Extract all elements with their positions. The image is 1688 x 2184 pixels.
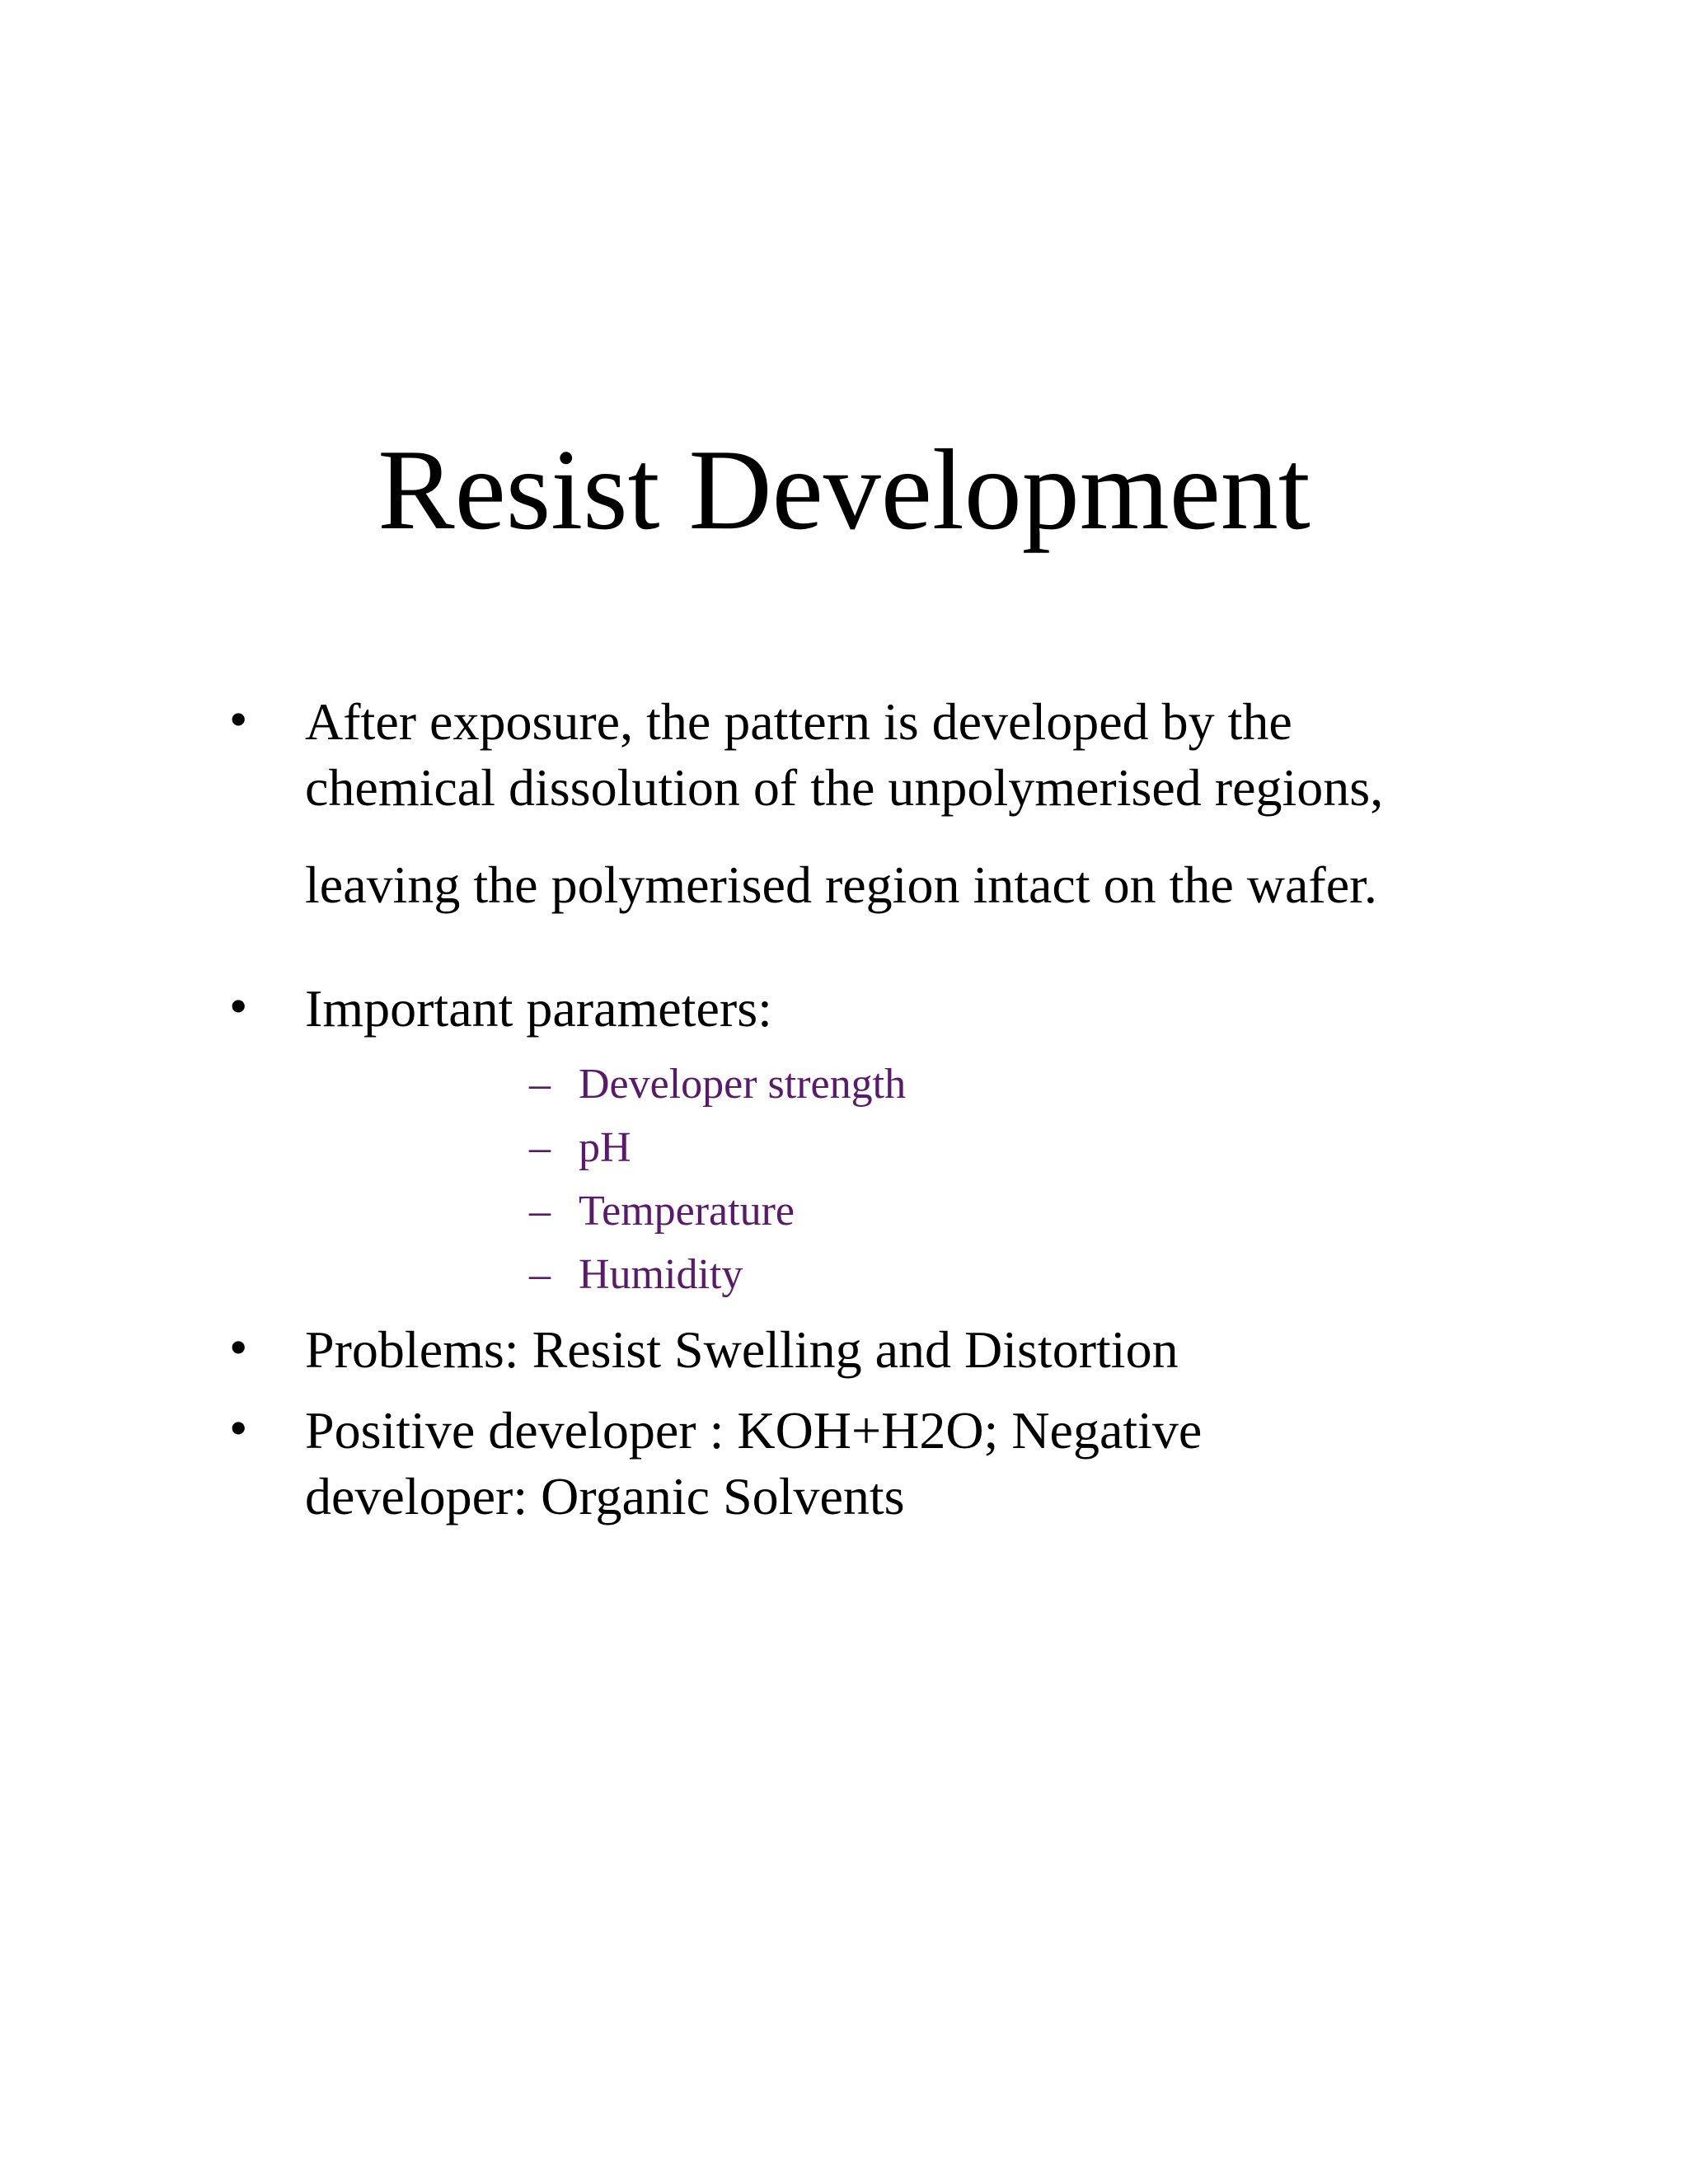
bullet-marker: • — [229, 690, 248, 748]
bullet-line: Important parameters: — [305, 979, 772, 1038]
bullet-line: developer: Organic Solvents — [305, 1467, 905, 1526]
bullet-line: chemical dissolution of the unpolymerised regions, — [305, 758, 1384, 817]
sub-text: pH — [579, 1124, 631, 1171]
bullet-line: Positive developer : KOH+H2O; Negative — [305, 1401, 1203, 1460]
bullet-text — [305, 1317, 1179, 1383]
sub-text: Developer strength — [579, 1061, 907, 1108]
sub-text: Temperature — [579, 1188, 795, 1235]
sub-marker: – — [529, 1251, 551, 1298]
bullet-marker: • — [229, 1318, 248, 1376]
sub-marker: – — [529, 1124, 551, 1171]
slide-title: Resist Development — [377, 426, 1311, 554]
bullet-line: Problems: Resist Swelling and Distortion — [305, 1320, 1179, 1379]
sub-text: Humidity — [579, 1251, 743, 1298]
bullet-marker: • — [229, 977, 248, 1035]
sub-marker: – — [529, 1061, 551, 1108]
bullet-text — [305, 976, 772, 1042]
bullet-text — [305, 1398, 1202, 1530]
bullet-line: After exposure, the pattern is developed by the — [305, 692, 1292, 751]
bullet-marker: • — [229, 1399, 248, 1457]
sub-marker: – — [529, 1188, 551, 1235]
bullet-text — [305, 689, 1383, 918]
bullet-line: leaving the polymerised region intact on the wafer. — [305, 855, 1377, 914]
